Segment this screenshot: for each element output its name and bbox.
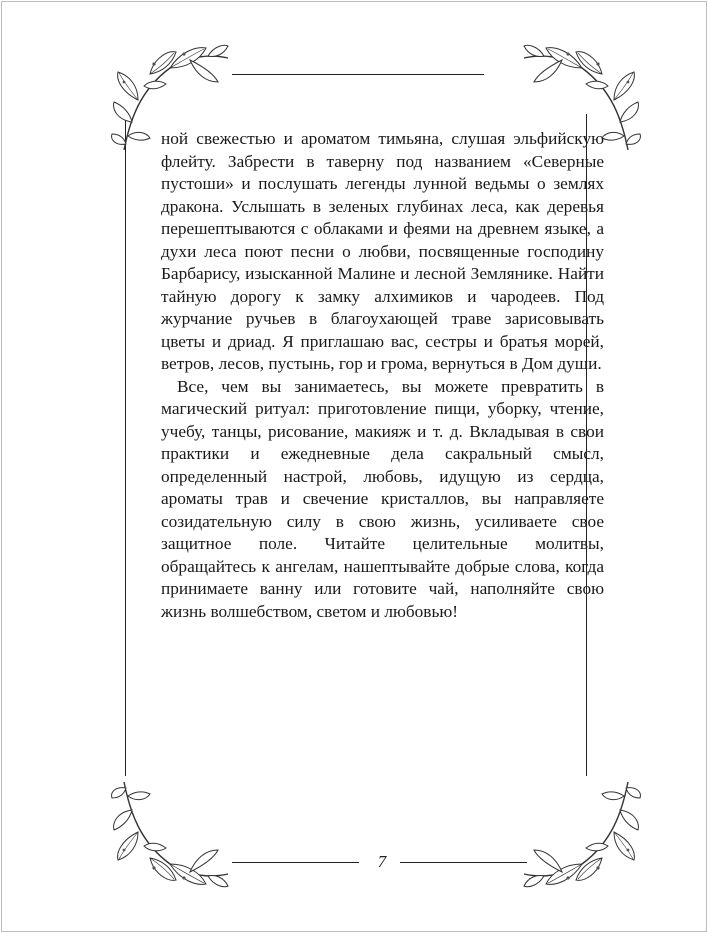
page-number: 7 [377, 852, 387, 871]
frame-bottom-left-line [232, 862, 359, 863]
frame-bottom-right-line [400, 862, 527, 863]
book-page [1, 1, 707, 932]
frame-left-line [125, 114, 126, 776]
frame-top-line [232, 74, 484, 75]
leaf-ornament-bottom-left-icon [110, 772, 230, 892]
paragraph-1: ной свежестью и ароматом тимьяна, слушая эльфийскую флейту. Забрести в таверну под названием «Северные пустоши» и послушать легенды лунной ведьмы о землях дракона. Услышать в зеленых глубинах леса, как деревья перешептываются с облаками и феями на древнем языке, а духи леса поют песни о любви, посвященные господину Барбарису, изысканной Малине и лесной Землянике. Найти тайную дорогу к замку алхимиков и чародеев. Под журчание ручьев в благоухающей траве зарисовывать цветы и дриад. Я приглашаю вас, сестры и братья морей, ветров, лесов, пустынь, гор и грома, вернуться в Дом души. [161, 129, 604, 373]
paragraph-2: Все, чем вы занимаетесь, вы можете превратить в магический ритуал: приготовление пищи, уборку, чтение, учебу, танцы, рисование, макияж и т. д. Вкладывая в свои практики и ежедневные дела сакральный смысл, определенный настрой, любовь, идущую из сердца, ароматы трав и свечение кристаллов, вы направляете созидательную силу в свою жизнь, усиливаете свое защитное поле. Читайте целительные молитвы, обращайтесь к ангелам, нашептывайте добрые слова, когда принимаете ванну или готовите чай, наполняйте свою жизнь волшебством, светом и любовью! [161, 376, 604, 621]
body-text [161, 128, 604, 623]
leaf-ornament-bottom-right-icon [522, 772, 642, 892]
